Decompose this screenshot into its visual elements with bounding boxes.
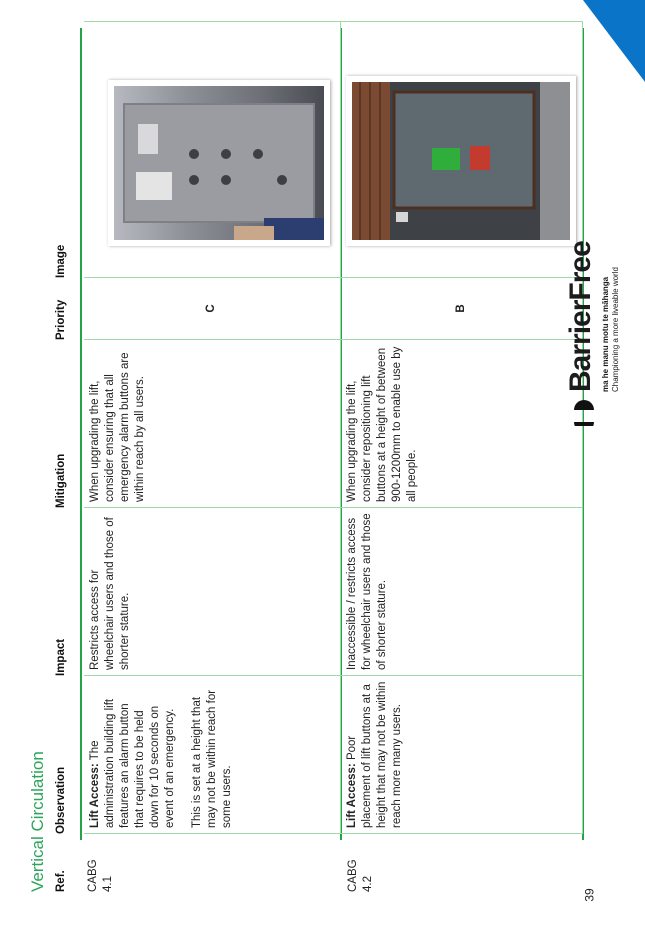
row-2-mitigation: When upgrading the lift, consider repositioning lift buttons at a height of between 900-1200mm to enable use by all people. xyxy=(340,340,582,508)
header-priority: Priority xyxy=(55,299,67,340)
row-2-impact: Inaccessible / restricts access for wheelchair users and those of shorter stature. xyxy=(340,508,582,676)
row-1-observation xyxy=(84,676,340,834)
row-1-observation-title: Lift Access: xyxy=(89,763,101,828)
row-2-observation xyxy=(340,676,582,834)
row-1-observation-text: The administration building lift features an alarm button that requires to be held down for 10 seconds on event of an emergency. xyxy=(89,698,176,828)
lift-panel-illustration xyxy=(114,86,324,240)
row-1-impact: Restricts access for wheelchair users and those of shorter stature. xyxy=(84,508,340,676)
row-1-ref: CABG 4.1 xyxy=(87,859,114,892)
row-2-observation-text: Poor placement of lift buttons at a height that may not be within reach more many users. xyxy=(345,681,403,828)
barrierfree-logo xyxy=(564,186,628,426)
row-1-observation-text-2: This is set at a height that may not be within reach for some users. xyxy=(191,689,233,828)
barrierfree-logo-mark-icon xyxy=(570,398,598,426)
row-1-priority: C xyxy=(84,278,340,340)
section-title: Vertical Circulation xyxy=(28,751,47,892)
lift-doors-photo xyxy=(346,76,576,246)
page-number: 39 xyxy=(582,888,597,902)
row-2-ref: CABG 4.2 xyxy=(347,859,374,892)
header-divider xyxy=(80,28,82,840)
logo-tagline-1: ma he manu motu te māhanga xyxy=(601,276,610,392)
row-1-mitigation: When upgrading the lift, consider ensuring that all emergency alarm buttons are within reach by all users. xyxy=(84,340,340,508)
lift-doors-illustration xyxy=(352,82,570,240)
row-2-priority: B xyxy=(340,278,582,340)
lift-control-panel-photo xyxy=(108,80,330,246)
header-impact: Impact xyxy=(55,638,67,676)
logo-name: BarrierFree xyxy=(564,241,597,392)
row-2-observation-title: Lift Access: xyxy=(345,763,358,828)
header-ref: Ref. xyxy=(55,870,67,892)
header-observation: Observation xyxy=(55,766,67,834)
header-mitigation: Mitigation xyxy=(55,453,67,508)
header-image: Image xyxy=(55,244,67,278)
logo-tagline-2: Championing a more liveable world xyxy=(611,267,620,392)
